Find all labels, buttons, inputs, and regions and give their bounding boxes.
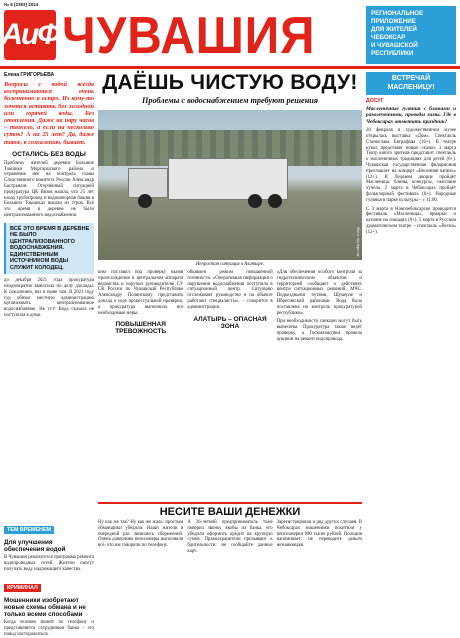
section-heading: ОСТАЛИСЬ БЕЗ ВОДЫ	[12, 150, 86, 158]
masthead	[0, 0, 460, 68]
sidebar-lead: Масленичные гуляния с блинами и развлечениями, проводы зимы. Где в Чебоксарах отметить праздник?	[366, 106, 456, 125]
photo-truck-wheel	[268, 194, 282, 208]
aif-logo-text: АиФ	[1, 18, 59, 51]
sidebar-title-line: ВСТРЕЧАЙ	[391, 75, 431, 82]
photo-truck-wheel	[248, 194, 262, 208]
article-body: Ну как же так? Ну как же жаль: простым обманщики убедили. Наши жители в очередной раз лишились сбережений. Очень доверчиво пенсионеры выполняли всё, что им говорили по телефону.	[98, 520, 184, 549]
bottom-left-block	[4, 518, 94, 638]
photo-credit: Фото: Шутерсток	[356, 226, 360, 256]
main-column-1	[98, 270, 183, 343]
right-column	[366, 72, 456, 236]
sidebar-title-box[interactable]	[366, 72, 456, 95]
rubric-label: ДОСУГ	[366, 98, 384, 104]
bottom-story	[98, 502, 362, 555]
issue-number: № 6 (2393) 2024	[4, 2, 39, 7]
regional-badge	[366, 6, 456, 64]
regional-line: ПРИЛОЖЕНИЕ	[371, 18, 416, 25]
brief-body: В Чувашии реализуется программа ремонта водопроводных сетей. Жители смогут получать воду надлежащего качества.	[4, 555, 94, 572]
photo-truck-wheel	[138, 194, 152, 208]
bottom-columns	[98, 520, 362, 555]
article-body: «Для обеспечения особого контроля за гидротехническим объектом и территорией сообщают о действиях центра ситуационных решений, МЧС. Подъездными путями, Шумерле и Ибресинский районами. Вода была поставлена на контроль прокуратурой республики».	[276, 270, 362, 316]
article-body: Зарегистрирован и ряд других случаев. В Чебоксарах мошенники похитили у пенсионерки 900 тысяч рублей. Полиция напоминает: не переводите деньги незнакомцам.	[276, 520, 362, 549]
regional-line: ЧЕБОКСАР	[371, 34, 406, 41]
main-headline[interactable]: ДАЁШЬ ЧИСТУЮ ВОДУ!	[102, 71, 358, 94]
section-heading: ПОВЫШЕННАЯ ТРЕВОЖНОСТЬ	[115, 321, 167, 336]
photo-truck-body	[168, 158, 288, 200]
newspaper-title: ЧУВАШИЯ	[62, 7, 316, 65]
left-column	[4, 72, 94, 319]
sidebar-body: 28 февраля в художественном музее открылась выставка «Дом». Спектакль Станислава Евграфова (16+). В театре кукол представят новые сказки. 1 марта Театр юного зрителя представит спектакль о масленичных традициях для детей (6+). Чувашская государственная филармония приглашает на концерт «Весенняя капель» (12+). В Ледовом дворце пройдёт Масленица: блины, конкурсы, сжигание чучела. 2 марта в Чебоксарах пройдёт фольклорный фестиваль (0+). Народные гулянья в парке культуры – с 11:00.	[366, 128, 456, 203]
regional-line: РЕСПУБЛИКИ	[371, 50, 414, 57]
masthead-divider	[0, 66, 460, 69]
main-column-3	[277, 270, 362, 343]
sidebar-body: С 3 марта в Новочебоксарске проводится фестиваль «Масленица», ярмарки и катание на лошадях (0+). 5 марта в Русском драматическом театре – спектакль «Весна» (12+).	[366, 206, 456, 235]
author-byline: Елена ГРИГОРЬЕВА	[4, 72, 55, 78]
main-photo	[98, 110, 362, 260]
article-body: объявлен режим повышенной готовности. «Оперативная информация о нарушении водоснабжения поступила в ситуационный центр. Ситуацию отслеживает руководство и на объекте работают специалисты», – говорится в администрации.	[187, 270, 273, 310]
main-column-2	[187, 270, 272, 343]
rubric-label: КРИМИНАЛ	[4, 584, 41, 592]
pull-quote	[4, 223, 94, 275]
photo-truck-cab	[128, 168, 168, 198]
regional-line: ДЛЯ ЖИТЕЛЕЙ	[371, 26, 417, 33]
main-subheadline: Проблемы с водоснабжением требуют решения	[141, 96, 319, 105]
section-heading: АЛАТЫРЬ – ОПАСНАЯ ЗОНА	[193, 315, 267, 330]
regional-line: РЕГИОНАЛЬНОЕ	[371, 10, 424, 17]
article-body: Проблему жителей деревни Большие Токшики Моргаушского района и отражения нее на контроль главы Следственного комитета России Александр Бастрыкин. Огорчённый ситуацией прокуратура ЦК Вязов нашла, что 25 лет назад трубопровод и водонапорная башня в Больших Токшиках вышли из строя. Всё это время в деревне не было централизованного водоснабжения.	[4, 160, 94, 218]
bottom-headline[interactable]: НЕСИТЕ ВАШИ ДЕНЕЖКИ	[98, 502, 362, 518]
rubric-label: ТЕМ ВРЕМЕНЕМ	[4, 526, 54, 534]
article-lead: Вопросы с водой всегда воспринимаются очень болезненно и остро. Из кому-то хочется вставать без холодной или горячей воды. Без отопления. Даже на пару часов – тяжело, а если на несколько суток? А на 25 лет? Да, даже такое, к сожалению, бывает.	[4, 81, 94, 146]
photo-caption: Непростая ситуация в Алатыре.	[195, 262, 265, 267]
sidebar-title-line: МАСЛЕНИЦУ!	[387, 83, 435, 91]
main-story	[98, 72, 362, 343]
aif-logo[interactable]	[1, 10, 59, 60]
article-body: При необходимости санкции могут быть вынесены. Прокуратура также ведёт проверку, а Госкомзакупки провела аукцион на ремонт водопровода.	[276, 319, 362, 342]
article-body: до декабря 2021 года прокуратура неоднократно выносила по делу доклады. К сожалению, воз и ныне там. В 2021 году суд обязал местную администрацию организовать централизованное водоснабжение. Не тут! Вода сказала не поступила в дома.	[4, 278, 94, 319]
brief-headline[interactable]: Для улучшения обеспечения водой	[4, 539, 66, 553]
brief-body: Когда человек звонит по телефону и представляется сотрудником банка – это повод насторожиться.	[4, 620, 94, 637]
regional-line: И ЧУВАШСКОЙ	[371, 42, 418, 49]
brief-headline[interactable]: Мошенники изобретают новые схемы обмана и не только всеми способами	[4, 597, 86, 619]
pull-quote-text: ВСЁ ЭТО ВРЕМЯ В ДЕРЕВНЕ НЕ БЫЛО ЦЕНТРАЛИЗОВАННОГО ВОДОСНАБЖЕНИЯ. ЕДИНСТВЕННЫМ ИСТОЧНИКОМ ВОДЫ СЛУЖИТ КОЛОДЕЦ.	[10, 225, 90, 271]
article-body: ким поставил под проверку вызов происхождения в центральном аппарате ведомства и поручил руководителю СУ СК России по Чувашской Республике Александру Полянскому представить доклад о ходе процессуальной проверки, а прокуратура выполнила все необходимые меры.	[98, 270, 184, 316]
main-columns	[98, 270, 362, 343]
article-body: А 36-летний предприниматель тоже поверил звонку якобы из банка, его убедили оформить кредит на крупную сумму. Правоохранители призывают к бдительности: не сообщайте данные карт.	[187, 520, 273, 554]
